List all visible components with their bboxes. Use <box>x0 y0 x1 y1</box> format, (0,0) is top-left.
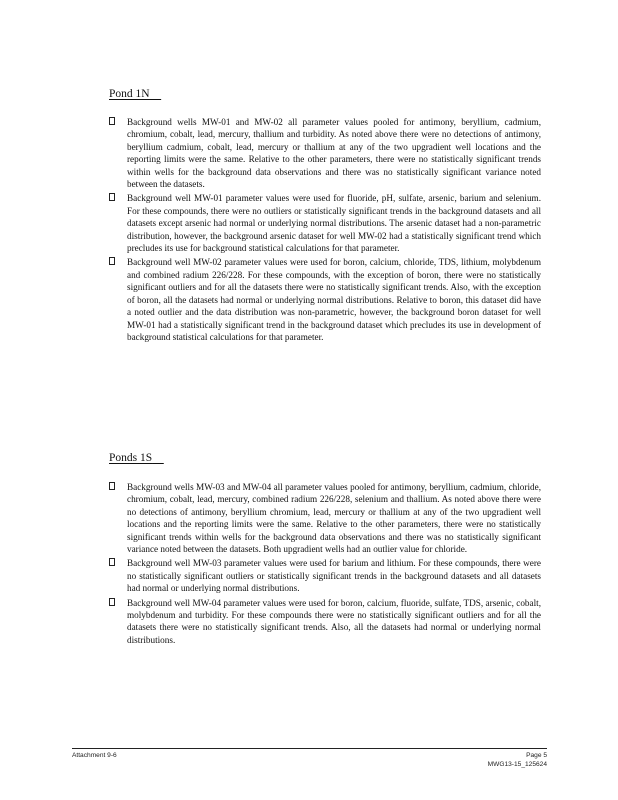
list-item <box>109 557 541 594</box>
list-item <box>109 116 541 190</box>
list-item <box>109 597 541 647</box>
bullet-text: Background wells MW-01 and MW-02 all parameter values pooled for antimony, beryllium, cadmium, chromium, cobalt, lead, mercury, thallium and turbidity. As noted above there were no detections of antimony, beryllium cadmium, cobalt, lead, mercury or thallium at any of the two upgradient well locations and the reporting limits were the same. Relative to the other parameters, there were no statistically significant trends within wells for the background data observations and there was no statistically significant variance noted between the datasets. <box>127 117 541 190</box>
footer-page-number: Page 5 <box>526 752 547 759</box>
bullet-text: Background well MW-01 parameter values were used for fluoride, pH, sulfate, arsenic, barium and selenium. For these compounds, there were no outliers or statistically significant trends in the background datasets and all datasets except arsenic had normal or underlying normal distributions. The arsenic dataset had a non-parametric distribution, however, the background arsenic dataset for well MW-02 had a statistically significant trend which precludes its use for background statistical calculations for that parameter. <box>127 193 541 254</box>
list-item <box>109 256 541 343</box>
footer-attachment-label: Attachment 9-6 <box>72 752 117 759</box>
bullet-box-icon <box>109 257 115 265</box>
bullet-box-icon <box>109 193 115 201</box>
bullet-text: Background well MW-04 parameter values were used for boron, calcium, fluoride, sulfate, TDS, arsenic, cobalt, molybdenum and turbidity. For these compounds there were no statistically significant outliers and for all the datasets there were no statistically significant trends. Also, all the datasets had normal or underlying normal distributions. <box>127 597 541 645</box>
section-heading-pond-1n: Pond 1N <box>109 88 150 100</box>
bullet-text: Background wells MW-03 and MW-04 all parameter values pooled for antimony, beryllium, cadmium, chloride, chromium, cobalt, lead, mercury, combined radium 226/228, selenium and thallium. As noted above there were no detections of antimony, beryllium chromium, lead, mercury or thallium at any of the two upgradient well locations and the reporting limits were the same. Relative to the other parameters, there were no statistically significant trends within wells for the background data observations and there was no statistically significant variance noted between the datasets. Both upgradient wells had an outlier value for chloride. <box>127 482 541 555</box>
bullet-list-ponds-1s <box>109 481 541 648</box>
bullet-box-icon <box>109 558 115 566</box>
bullet-text: Background well MW-02 parameter values were used for boron, calcium, chloride, TDS, lithium, molybdenum and combined radium 226/228. For these compounds, with the exception of boron, there were no statistically significant outliers and for all the datasets there were no statistically significant trends. Also, with the exception of boron, all the datasets had normal or underlying normal distributions. Relative to boron, this dataset did have a noted outlier and the data distribution was non-parametric, however, the background boron dataset for well MW-01 had a statistically significant trend in the background dataset which precludes its use in development of background statistical calculations for that parameter. <box>127 257 541 342</box>
footer-document-id: MWG13-15_125624 <box>487 761 547 768</box>
list-item <box>109 481 541 555</box>
bullet-box-icon <box>109 598 115 606</box>
list-item <box>109 192 541 254</box>
footer-divider <box>72 748 547 749</box>
bullet-box-icon <box>109 482 115 490</box>
bullet-text: Background well MW-03 parameter values were used for barium and lithium. For these compounds, there were no statistically significant outliers or statistically significant trends in the background datasets and all datasets had normal or underlying normal distributions. <box>127 558 541 594</box>
bullet-list-pond-1n <box>109 116 541 345</box>
section-heading-ponds-1s: Ponds 1S <box>109 452 153 464</box>
bullet-box-icon <box>109 117 115 125</box>
